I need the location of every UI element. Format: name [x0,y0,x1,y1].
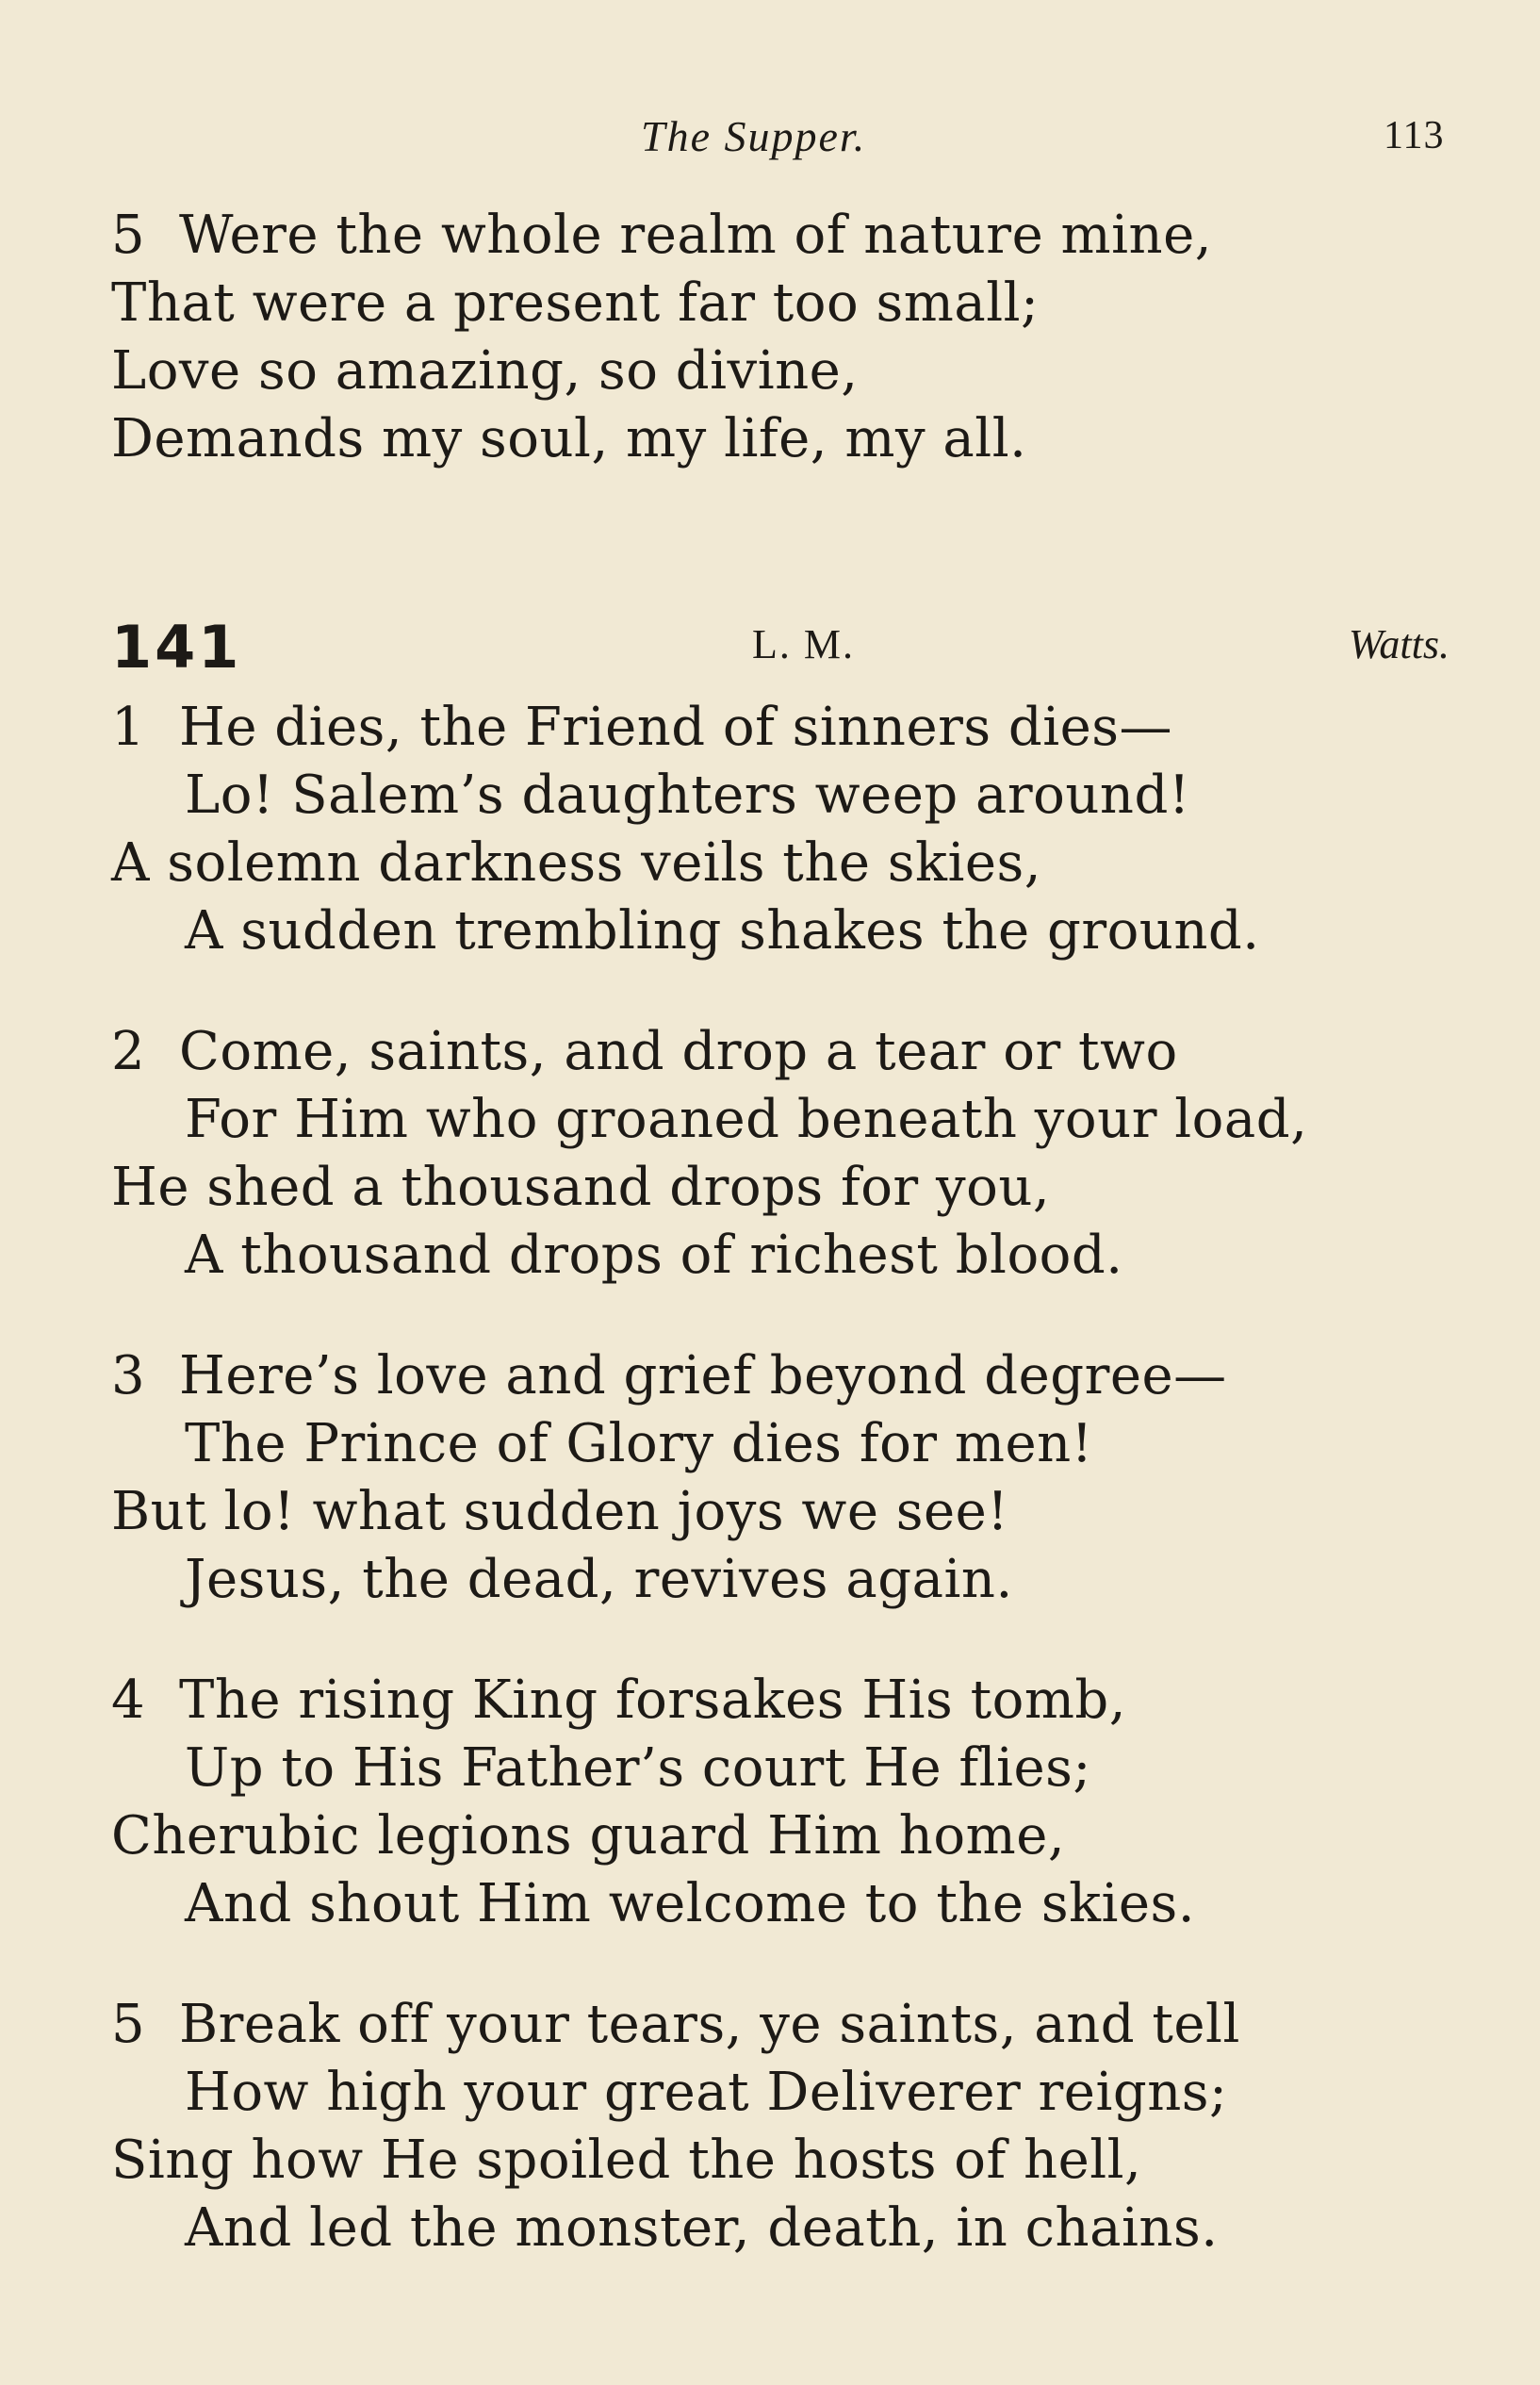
verse-line [111,1342,1227,1410]
verse-number: 5 [111,1994,146,2055]
verse-line: A thousand drops of richest blood. [185,1225,1123,1286]
hymn-header [111,613,1450,688]
verse-line: A sudden trembling shakes the ground. [185,900,1260,962]
verse-number: 3 [111,1345,146,1406]
running-title: The Supper. [641,112,867,160]
hymn-meter: L. M. [752,621,855,667]
verse-line-text: Were the whole realm of nature mine, [179,205,1213,266]
verse-line: And led the monster, death, in chains. [185,2197,1219,2259]
verse-line-text: Here’s love and grief beyond degree— [179,1345,1227,1406]
verse-line-text: The rising King forsakes His tomb, [179,1670,1127,1731]
verse-line: Cherubic legions guard Him home, [111,1805,1066,1867]
verse-line [111,202,1212,270]
verse-line: The Prince of Glory dies for men! [185,1413,1093,1474]
verse-line: But lo! what sudden joys we see! [111,1481,1009,1542]
hymn-verse-3 [111,1342,1227,1614]
verse-line [111,1991,1240,2059]
verse-number: 2 [111,1021,146,1082]
verse-line: Love so amazing, so divine, [111,340,859,402]
verse-line: Lo! Salem’s daughters weep around! [185,765,1190,826]
verse-line [111,1667,1195,1735]
page-number: 113 [1384,114,1445,157]
verse-number: 5 [111,205,146,266]
verse-line: For Him who groaned beneath your load, [185,1089,1308,1150]
hymn-verse-5 [111,1991,1240,2262]
prev-hymn-verse-5 [111,202,1212,473]
verse-line-text: Break off your tears, ye saints, and tell [179,1994,1240,2055]
hymn-verse-4 [111,1667,1195,1938]
verse-number: 4 [111,1670,146,1731]
verse-line-text: He dies, the Friend of sinners dies— [179,697,1173,758]
verse-line: Sing how He spoiled the hosts of hell, [111,2130,1142,2191]
verse-line: That were a present far too small; [111,272,1040,334]
verse-line: Up to His Father’s court He flies; [185,1737,1091,1799]
hymn-author: Watts. [1348,621,1450,667]
verse-line: Jesus, the dead, revives again. [185,1549,1013,1610]
hymn-number: 141 [111,613,242,682]
verse-line: He shed a thousand drops for you, [111,1157,1051,1218]
verse-number: 1 [111,697,146,758]
verse-line: Demands my soul, my life, my all. [111,408,1027,469]
hymn-verse-2 [111,1018,1307,1290]
verse-line: A solemn darkness veils the skies, [111,832,1042,894]
verse-line [111,694,1260,762]
hymn-verse-1 [111,694,1260,965]
running-head [0,111,1540,177]
verse-line: How high your great Deliverer reigns; [185,2062,1228,2123]
verse-line: And shout Him welcome to the skies. [185,1873,1196,1934]
verse-line-text: Come, saints, and drop a tear or two [179,1021,1178,1082]
verse-line [111,1018,1307,1086]
